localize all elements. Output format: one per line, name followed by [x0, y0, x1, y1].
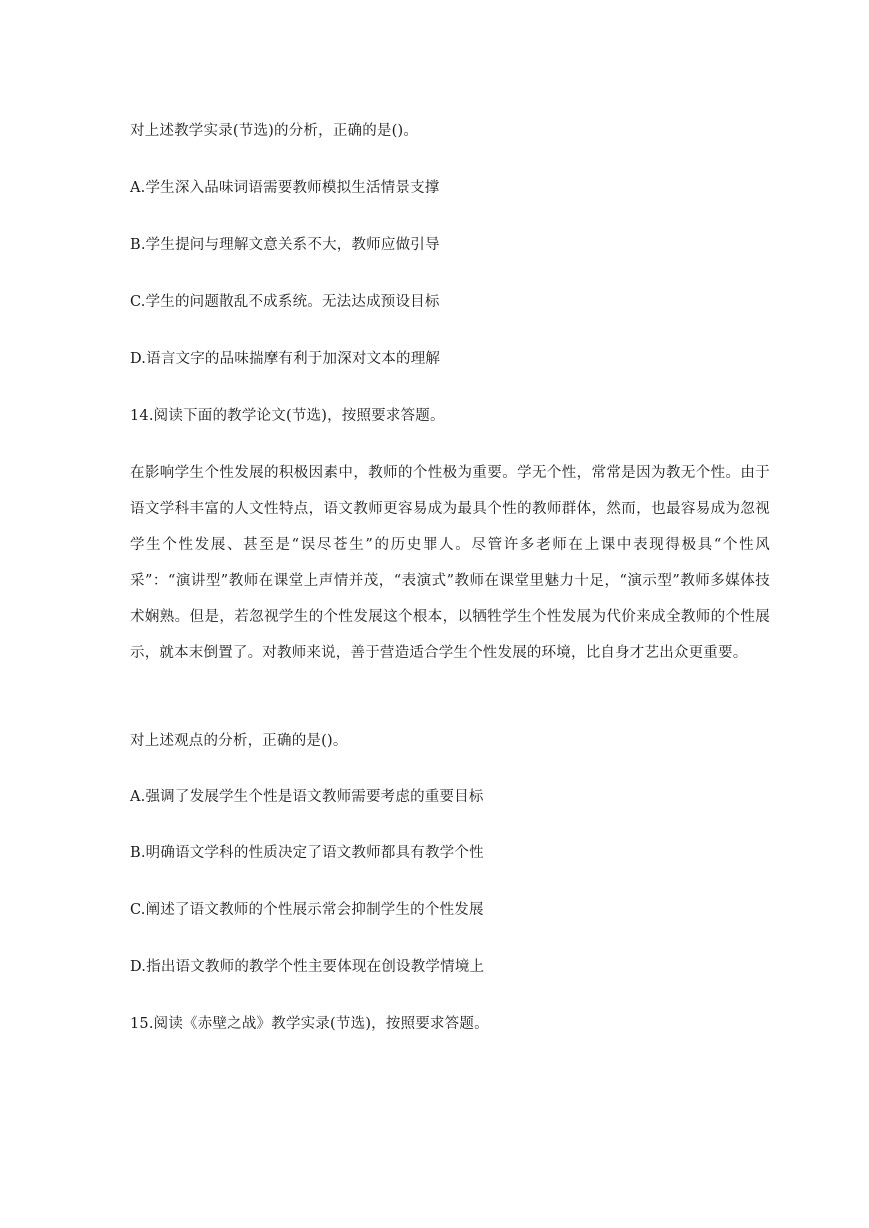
q15-heading: 15.阅读《赤壁之战》教学实录(节选)，按照要求答题。	[130, 1016, 489, 1032]
q14-option-a: A.强调了发展学生个性是语文教师需要考虑的重要目标	[130, 789, 484, 805]
q14-option-d: D.指出语文教师的教学个性主要体现在创设教学情境上	[130, 959, 485, 975]
q13-stem: 对上述教学实录(节选)的分析，正确的是()。	[130, 123, 419, 139]
q14-stem: 对上述观点的分析，正确的是()。	[130, 733, 348, 749]
q13-option-a: A.学生深入品味词语需要教师模拟生活情景支撑	[130, 180, 440, 196]
q14-option-c: C.阐述了语文教师的个性展示常会抑制学生的个性发展	[130, 902, 484, 918]
q13-option-d: D.语言文字的品味揣摩有利于加深对文本的理解	[130, 351, 441, 367]
q14-heading: 14.阅读下面的教学论文(节选)，按照要求答题。	[130, 408, 445, 424]
q14-option-b: B.明确语文学科的性质决定了语文教师都具有教学个性	[130, 845, 484, 861]
q13-option-b: B.学生提问与理解文意关系不大，教师应做引导	[130, 237, 440, 253]
q14-passage: 在影响学生个性发展的积极因素中，教师的个性极为重要。学无个性，常常是因为教无个性。由于语文学科丰富的人文性特点，语文教师更容易成为最具个性的教师群体，然而，也最容易成为忽视学生个性发展、甚至是“误尽苍生”的历史罪人。尽管许多老师在上课中表现得极具“个性风采”：“演讲型”教师在课堂上声情并茂，“表演式”教师在课堂里魅力十足，“演示型”教师多媒体技术娴熟。但是，若忽视学生的个性发展这个根本，以牺牲学生个性发展为代价来成全教师的个性展示，就本末倒置了。对教师来说，善于营造适合学生个性发展的环境，比自身才艺出众更重要。	[130, 465, 770, 661]
q13-option-c: C.学生的问题散乱不成系统。无法达成预设目标	[130, 294, 440, 310]
